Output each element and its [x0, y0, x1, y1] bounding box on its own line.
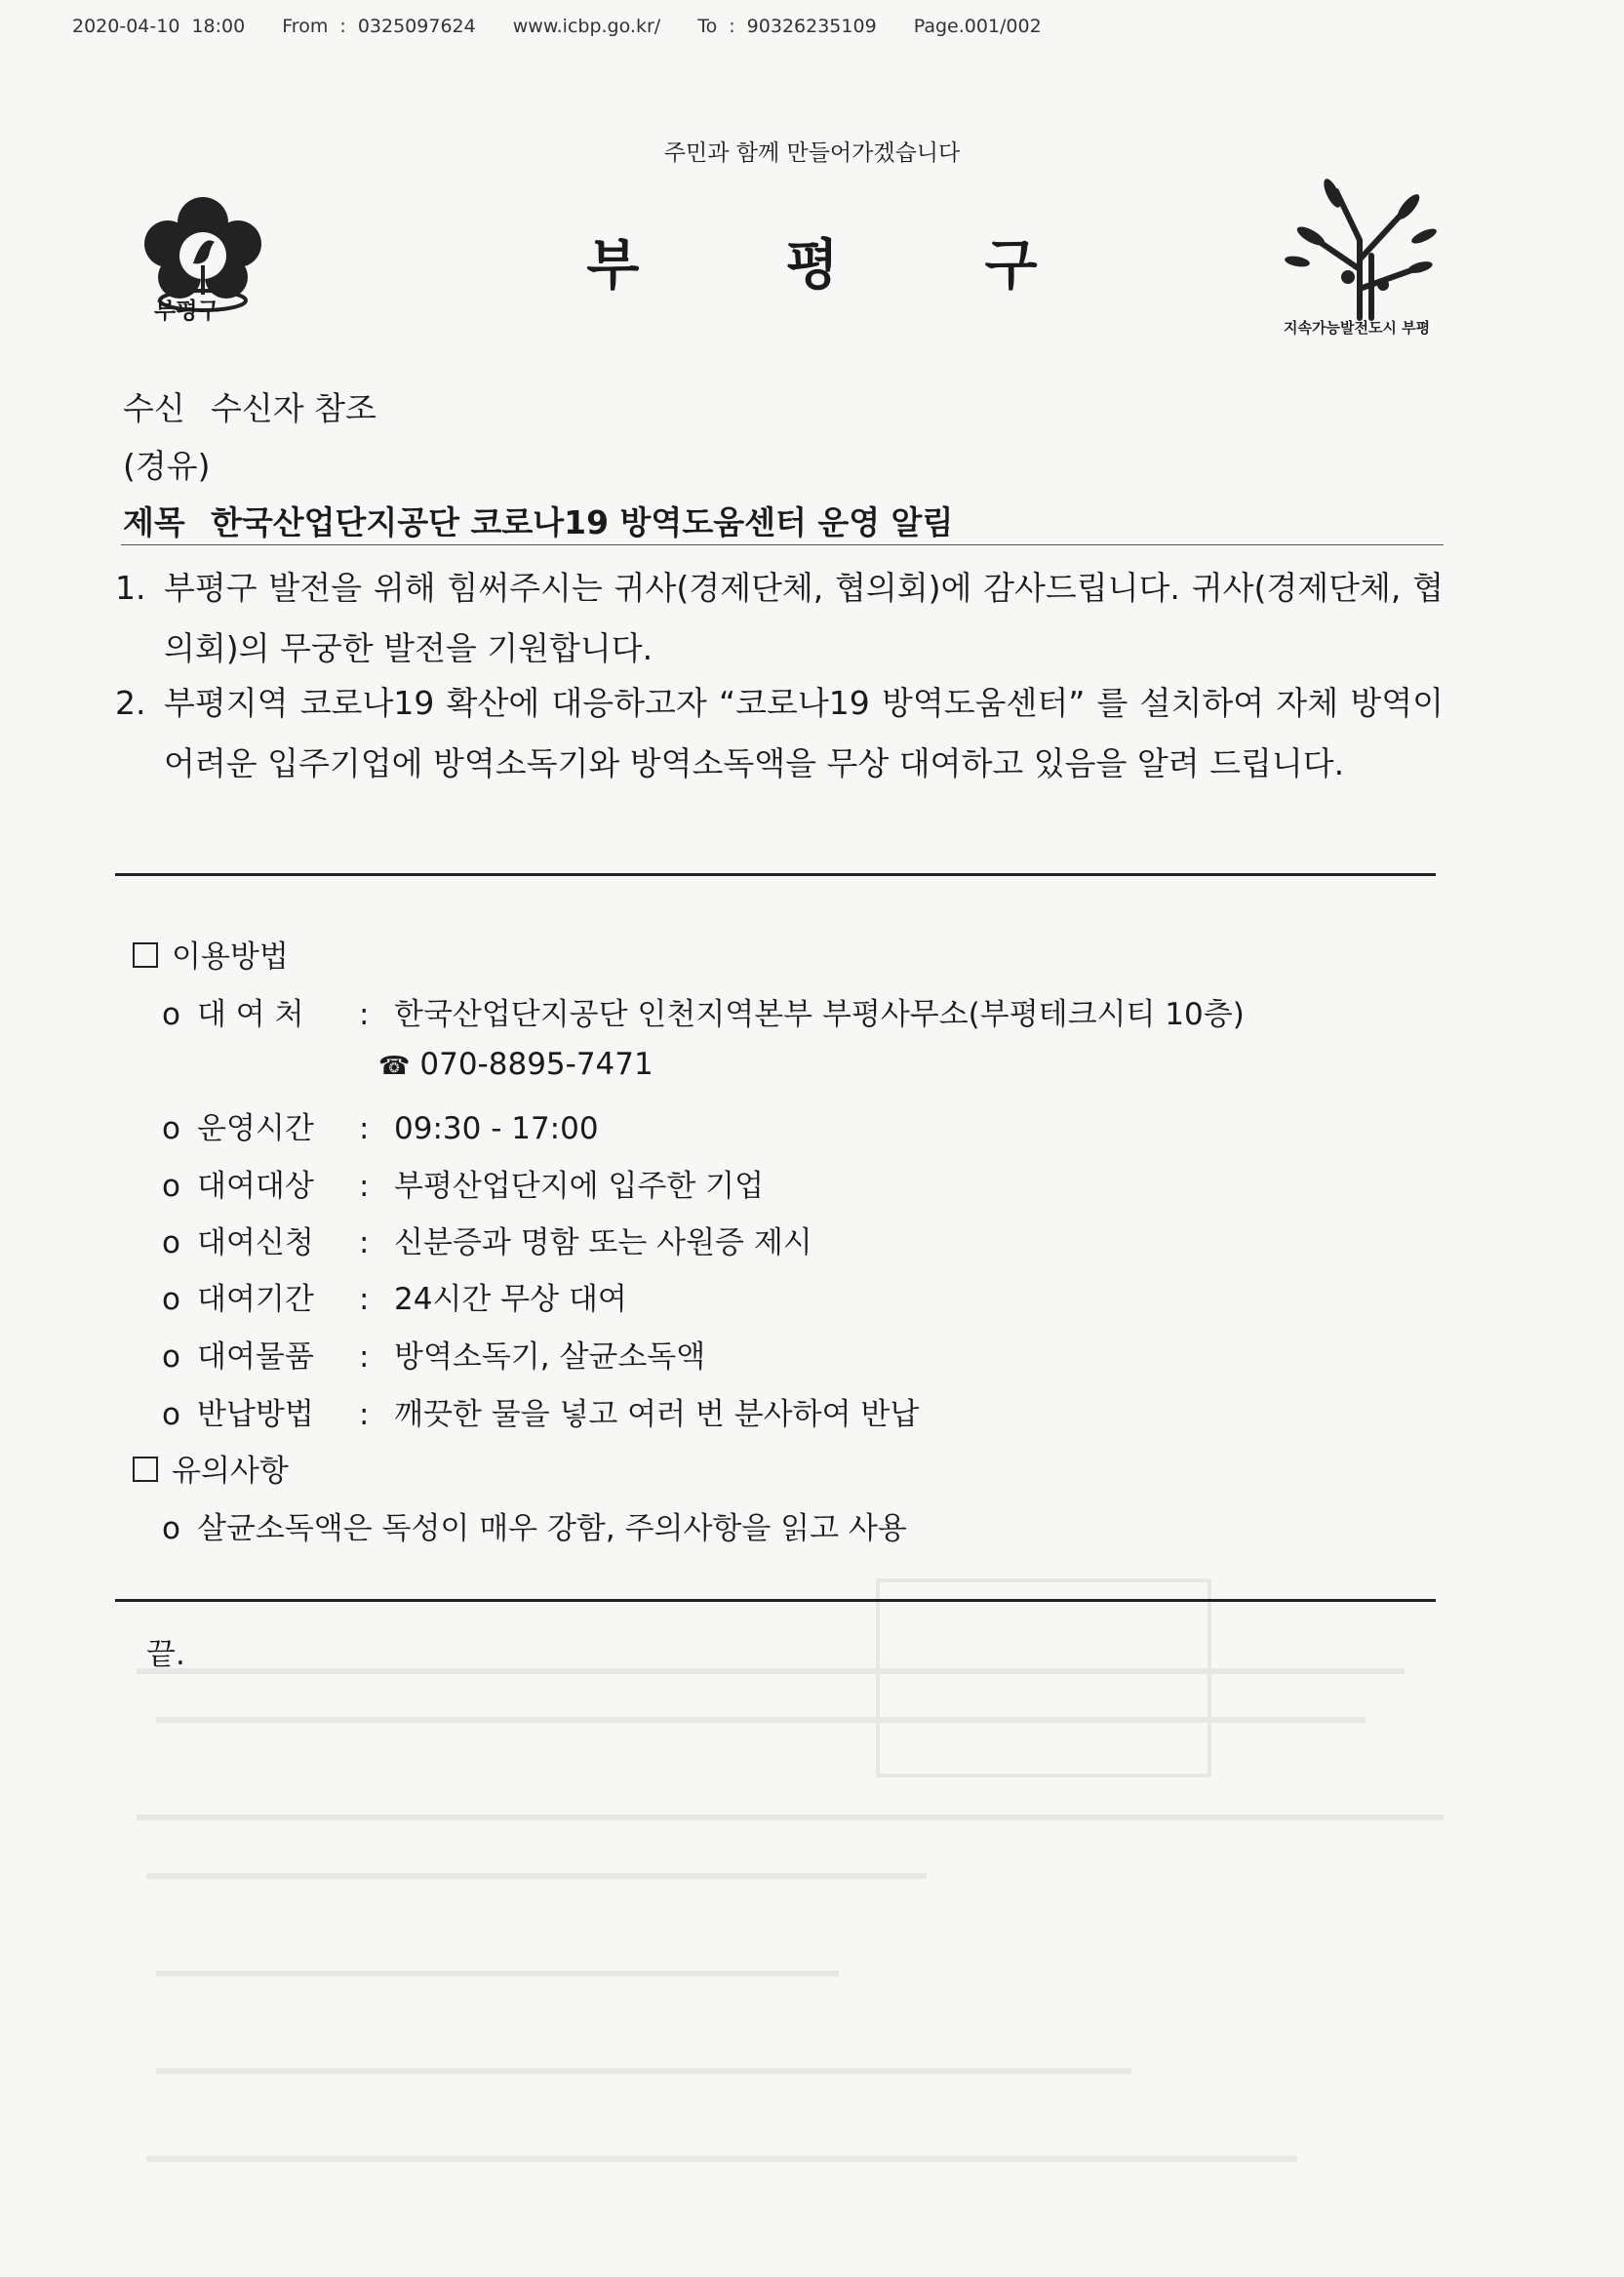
bullet: o — [162, 997, 180, 1032]
receiver-label: 수신 — [123, 389, 185, 427]
slogan: 주민과 함께 만들어가겠습니다 — [663, 140, 961, 166]
checkbox-square-icon — [133, 942, 158, 968]
org-title: 부평구 — [586, 234, 1184, 298]
usage-item — [162, 1161, 764, 1205]
bleed-through-texture — [117, 1561, 1453, 2244]
receiver-line — [123, 383, 376, 429]
item-separator: : — [359, 1169, 370, 1204]
usage-item — [162, 1218, 812, 1261]
subject-divider — [121, 544, 1444, 545]
item-label: 대여대상 — [197, 1169, 314, 1204]
usage-item — [162, 989, 1245, 1033]
sustainable-city-tree-icon — [1278, 172, 1444, 328]
caution-heading — [133, 1446, 289, 1490]
item-value: 방역소독기, 살균소독액 — [394, 1339, 706, 1375]
bullet: o — [162, 1169, 180, 1204]
logo-left-text: 부평구 — [154, 299, 219, 324]
caution-text: 살균소독액은 독성이 매우 강함, 주의사항을 읽고 사용 — [197, 1511, 907, 1546]
caution-heading-text: 유의사항 — [172, 1454, 289, 1489]
subject-value: 한국산업단지공단 코로나19 방역도움센터 운영 알림 — [211, 503, 954, 541]
usage-item — [162, 1103, 599, 1147]
fax-page: Page.001/002 — [913, 16, 1042, 37]
item-value: 24시간 무상 대여 — [394, 1282, 627, 1317]
subject-line — [123, 498, 953, 543]
caution-item — [162, 1503, 907, 1547]
fax-to: To : 90326235109 — [697, 16, 877, 37]
item-label: 반납방법 — [197, 1397, 314, 1432]
via-line: (경유) — [123, 447, 211, 485]
bullet: o — [162, 1511, 180, 1546]
bullet: o — [162, 1339, 180, 1375]
item-value: 부평산업단지에 입주한 기업 — [394, 1169, 765, 1204]
item-label: 대여물품 — [197, 1339, 314, 1375]
fax-datetime: 2020-04-10 18:00 — [72, 16, 246, 37]
end-mark: 끝. — [146, 1637, 185, 1672]
phone-line — [378, 1047, 654, 1082]
item-label: 대여기간 — [197, 1282, 314, 1317]
bullet: o — [162, 1397, 180, 1432]
item-separator: : — [359, 1225, 370, 1260]
item-separator: : — [359, 1111, 370, 1146]
usage-heading — [133, 932, 289, 976]
item-separator: : — [359, 997, 370, 1032]
item-label: 대여신청 — [197, 1225, 314, 1260]
usage-item — [162, 1389, 919, 1433]
logo-right-text: 지속가능발전도시 부평 — [1284, 319, 1431, 337]
item-value: 신분증과 명함 또는 사원증 제시 — [394, 1225, 812, 1260]
body-divider — [115, 873, 1436, 876]
bullet: o — [162, 1111, 180, 1146]
fax-from: From : 0325097624 — [282, 16, 476, 37]
item-label: 대 여 처 — [197, 997, 304, 1032]
phone-icon: ☎ — [378, 1052, 411, 1081]
paragraph-number: 2. — [115, 684, 146, 722]
item-separator: : — [359, 1339, 370, 1375]
item-separator: : — [359, 1282, 370, 1317]
body-paragraph-1 — [115, 558, 1444, 679]
checkbox-square-icon — [133, 1457, 158, 1482]
item-label: 운영시간 — [197, 1111, 314, 1146]
body-paragraph-2 — [115, 673, 1444, 794]
item-value: 깨끗한 물을 넣고 여러 번 분사하여 반납 — [394, 1397, 920, 1432]
receiver-value: 수신자 참조 — [211, 389, 376, 427]
usage-heading-text: 이용방법 — [172, 939, 289, 975]
item-value: 09:30 - 17:00 — [394, 1111, 599, 1146]
usage-item — [162, 1274, 627, 1318]
usage-item — [162, 1332, 705, 1376]
phone-number: 070-8895-7471 — [419, 1047, 654, 1082]
bullet: o — [162, 1225, 180, 1260]
item-separator: : — [359, 1397, 370, 1432]
fax-site: www.icbp.go.kr/ — [512, 16, 661, 37]
paragraph-text: 부평구 발전을 위해 힘써주시는 귀사(경제단체, 협의회)에 감사드립니다. 귀사(경제단체, 협의회)의 무궁한 발전을 기원합니다. — [164, 569, 1444, 667]
item-value: 한국산업단지공단 인천지역본부 부평사무소(부평테크시티 10층) — [394, 997, 1245, 1032]
paragraph-number: 1. — [115, 569, 146, 607]
bullet: o — [162, 1282, 180, 1317]
fax-header — [72, 16, 1067, 37]
subject-label: 제목 — [123, 503, 185, 541]
paragraph-text: 부평지역 코로나19 확산에 대응하고자 “코로나19 방역도움센터” 를 설치하여 자체 방역이 어려운 입주기업에 방역소독기와 방역소독액을 무상 대여하고 있음을 알려 드립니다. — [164, 684, 1444, 782]
